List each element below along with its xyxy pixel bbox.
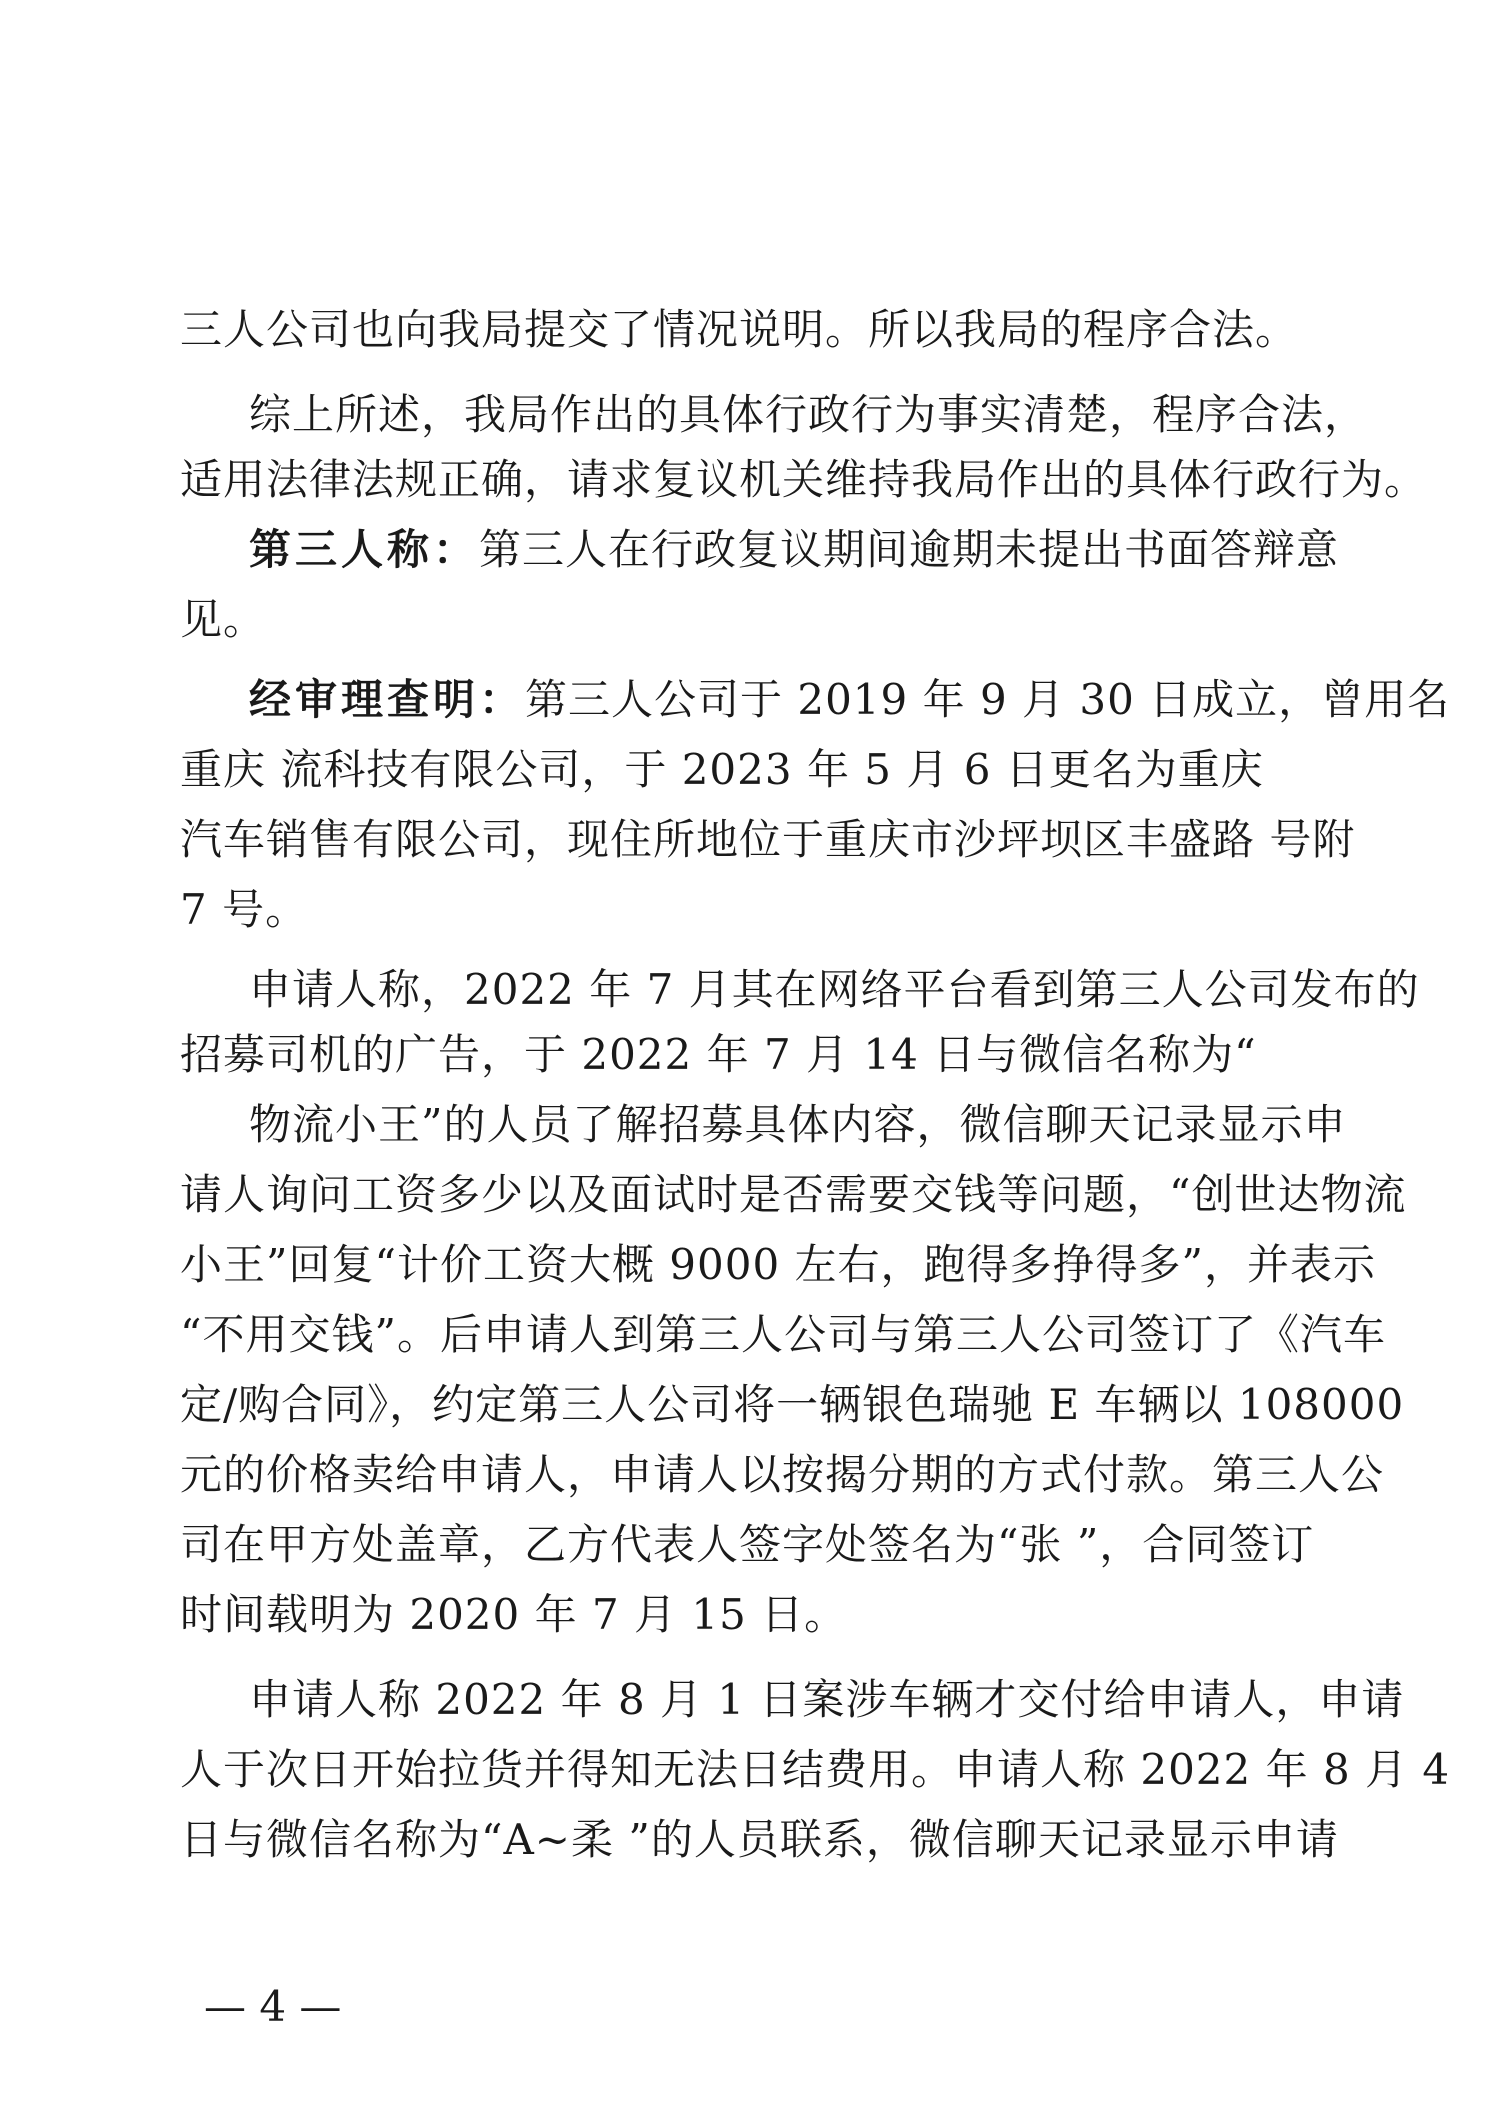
body-line: 综上所述，我局作出的具体行政行为事实清楚，程序合法， <box>249 390 1368 439</box>
body-line: 经审理查明：第三人公司于 2019 年 9 月 30 日成立，曾用名 <box>249 675 1451 724</box>
body-line: 重庆 流科技有限公司，于 2023 年 5 月 6 日更名为重庆 <box>180 745 1264 794</box>
page-number: — 4 — <box>204 1982 342 2031</box>
body-line: 日与微信名称为“A~柔 ”的人员联系，微信聊天记录显示申请 <box>180 1815 1339 1864</box>
body-line: 适用法律法规正确，请求复议机关维持我局作出的具体行政行为。 <box>180 455 1428 504</box>
body-line: 司在甲方处盖章，乙方代表人签字处签名为“张 ”，合同签订 <box>180 1520 1315 1569</box>
body-line: 7 号。 <box>180 885 309 934</box>
body-line: 小王”回复“计价工资大概 9000 左右，跑得多挣得多”，并表示 <box>180 1240 1377 1289</box>
body-line: “不用交钱”。后申请人到第三人公司与第三人公司签订了《汽车 <box>180 1310 1386 1359</box>
body-line: 物流小王”的人员了解招募具体内容，微信聊天记录显示申 <box>249 1100 1347 1149</box>
body-line: 申请人称，2022 年 7 月其在网络平台看到第三人公司发布的 <box>249 965 1420 1014</box>
body-line: 招募司机的广告，于 2022 年 7 月 14 日与微信名称为“ <box>180 1030 1257 1079</box>
body-line: 汽车销售有限公司，现住所地位于重庆市沙坪坝区丰盛路 号附 <box>180 815 1356 864</box>
body-line: 元的价格卖给申请人，申请人以按揭分期的方式付款。第三人公 <box>180 1450 1385 1499</box>
body-line: 时间载明为 2020 年 7 月 15 日。 <box>180 1590 848 1639</box>
body-line: 见。 <box>180 595 267 644</box>
body-line: 三人公司也向我局提交了情况说明。所以我局的程序合法。 <box>180 305 1299 354</box>
body-line: 申请人称 2022 年 8 月 1 日案涉车辆才交付给申请人，申请 <box>249 1675 1405 1724</box>
body-line: 定/购合同》，约定第三人公司将一辆银色瑞驰 E 车辆以 108000 <box>180 1380 1405 1429</box>
section-label: 第三人称： <box>249 525 480 574</box>
body-line: 第三人称：第三人在行政复议期间逾期未提出书面答辩意 <box>249 525 1340 574</box>
body-line: 请人询问工资多少以及面试时是否需要交钱等问题，“创世达物流 <box>180 1170 1407 1219</box>
section-label: 经审理查明： <box>249 675 526 724</box>
body-line: 人于次日开始拉货并得知无法日结费用。申请人称 2022 年 8 月 4 <box>180 1745 1451 1794</box>
